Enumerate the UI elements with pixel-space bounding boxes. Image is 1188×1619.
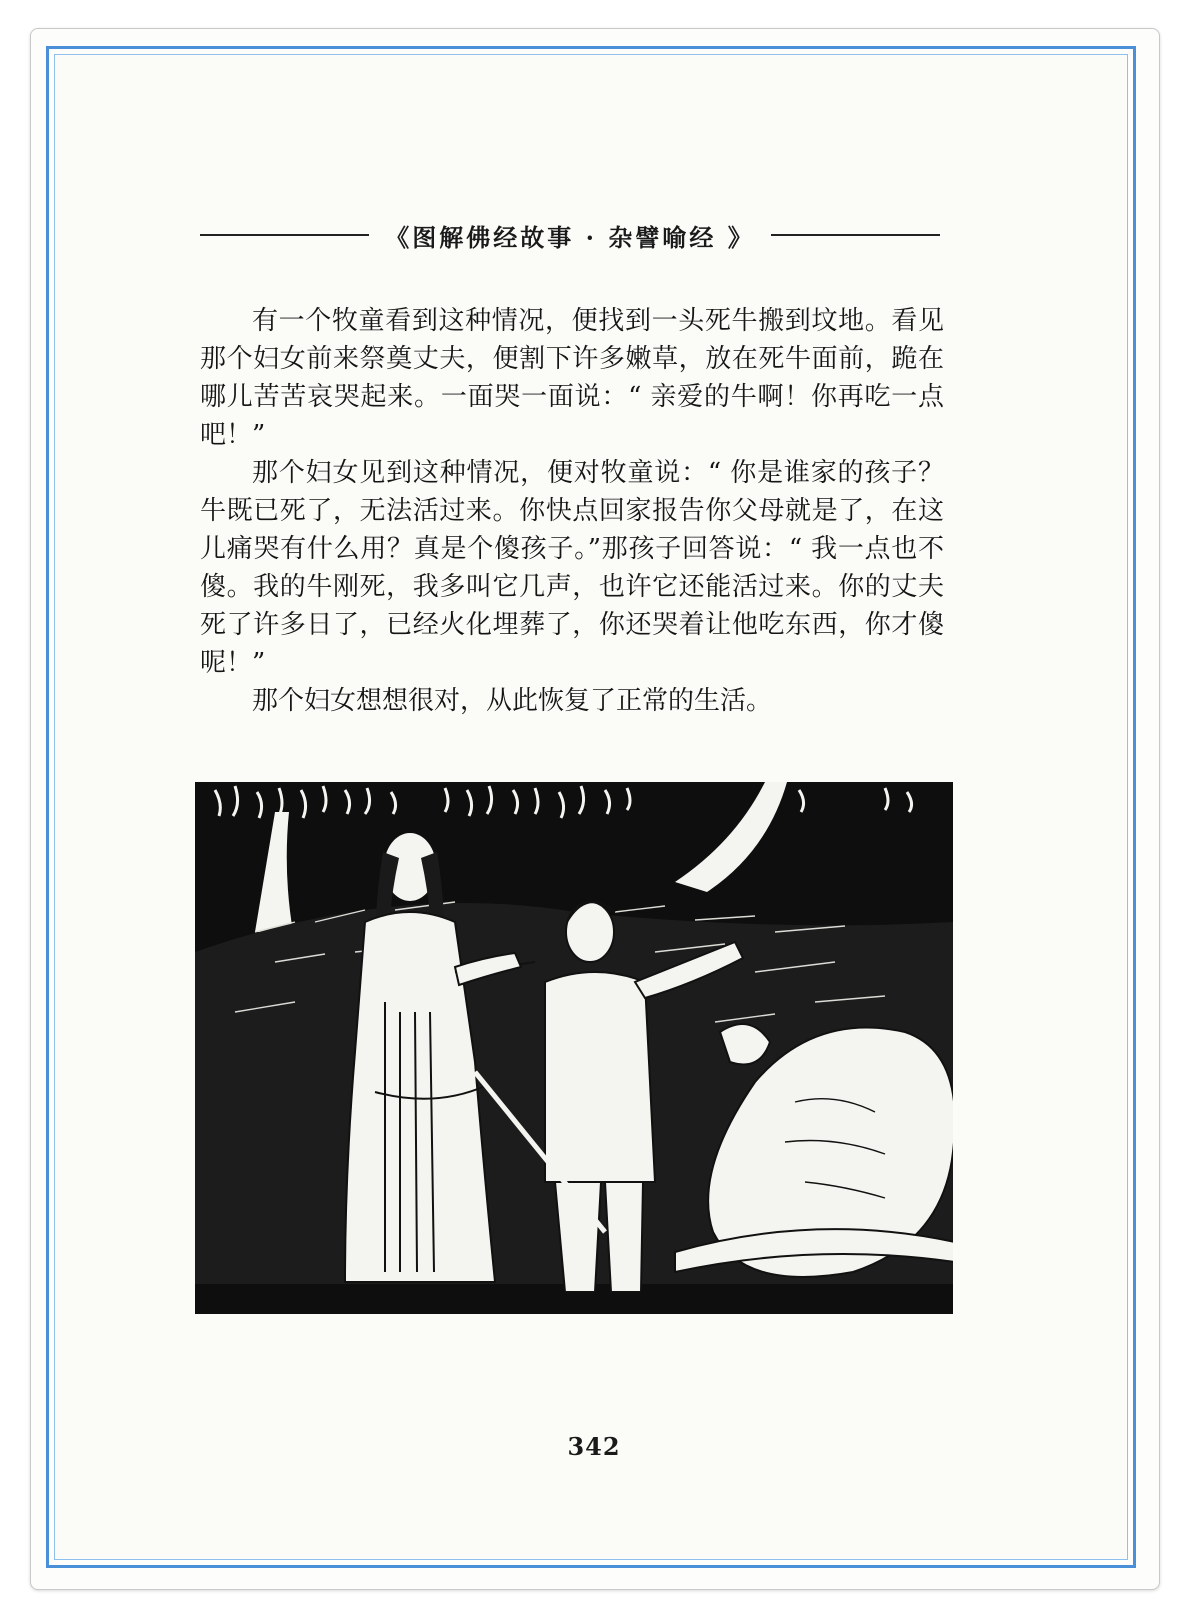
story-illustration [195, 782, 953, 1314]
paragraph-3: 那个妇女想想很对，从此恢复了正常的生活。 [252, 686, 773, 716]
header-rule-left [200, 234, 369, 236]
paragraph-1: 有一个牧童看到这种情况，便找到一头死牛搬到坟地。看见那个妇女前来祭奠丈夫，便割下许多嫩草，放在死牛面前，跪在哪儿苦苦哀哭起来。一面哭一面说：“ 亲爱的牛啊！你再吃一点吧！” [200, 306, 944, 450]
paragraph-2: 那个妇女见到这种情况，便对牧童说：“ 你是谁家的孩子？牛既已死了，无法活过来。你快点回家报告你父母就是了，在这儿痛哭有什么用？真是个傻孩子。”那孩子回答说：“ 我一点也不傻。我的牛刚死，我多叫它几声，也许它还能活过来。你的丈夫死了许多日了，已经火化埋葬了，你还哭着让他吃东西，你才傻呢！” [200, 458, 944, 678]
header-title: 《图解佛经故事 · 杂譬喻经 》 [385, 222, 755, 252]
illustration-drawing [195, 782, 953, 1314]
story-text [200, 302, 944, 720]
running-header [200, 218, 940, 252]
page-number: 342 [567, 1432, 621, 1461]
header-rule-right [771, 234, 940, 236]
